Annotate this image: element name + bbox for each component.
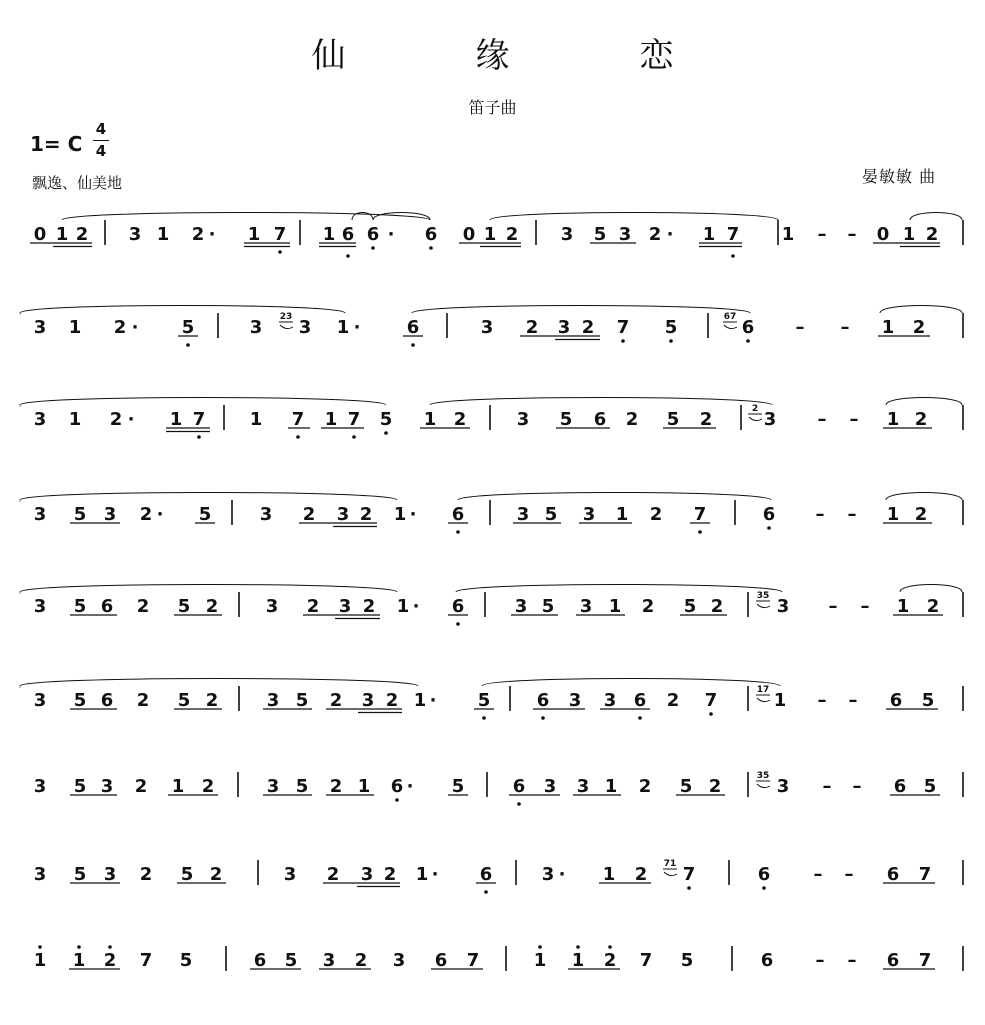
note: 5 [664,317,678,338]
note: 3 [361,690,375,711]
time-denominator: 4 [95,142,107,160]
extension-dash: – [815,950,825,971]
note: 3 [557,317,571,338]
grace-slur [724,325,737,329]
grace-slur [664,872,677,876]
note: 3 [618,224,632,245]
grace-slur [757,604,770,608]
note: 3 [568,690,582,711]
extension-dash: – [813,864,823,885]
note: 6 [479,864,493,885]
note: 3 [33,776,47,797]
low-octave-dot [384,431,388,435]
note: 1 [357,776,371,797]
note: 1 [156,224,170,245]
note: 5 [666,409,680,430]
note: 2 [139,504,153,525]
note: 1 [72,950,86,971]
note: 7 [639,950,653,971]
note: 1 [886,504,900,525]
low-octave-dot [429,246,433,250]
note: 7 [466,950,480,971]
note: 2 [505,224,519,245]
high-octave-dot [538,945,542,949]
grace-slur [280,325,293,329]
note: 1 [602,864,616,885]
augmentation-dot: · [558,864,566,885]
note: 5 [179,950,193,971]
note: 2 [708,776,722,797]
note: 2 [329,690,343,711]
note: 2 [75,224,89,245]
note: 6 [253,950,267,971]
note: 5 [73,596,87,617]
note: 7 [291,409,305,430]
low-octave-dot [186,343,190,347]
note: 5 [477,690,491,711]
note: 6 [100,596,114,617]
slur [910,213,962,221]
extension-dash: – [840,317,850,338]
note: 5 [198,504,212,525]
note: 2 [666,690,680,711]
note: 6 [757,864,771,885]
low-octave-dot [371,246,375,250]
note: 7 [192,409,206,430]
note: 1 [604,776,618,797]
grace-slur [757,784,770,788]
extension-dash: – [848,690,858,711]
note: 7 [693,504,707,525]
low-octave-dot [484,890,488,894]
slur [458,493,771,501]
key-signature: 1= C [30,132,83,156]
note: 6 [451,596,465,617]
note: 3 [33,317,47,338]
low-octave-dot [352,435,356,439]
note: 2 [201,776,215,797]
note: 6 [886,950,900,971]
note: 3 [516,504,530,525]
note: 3 [33,596,47,617]
composer: 晏敏敏 曲 [862,167,937,186]
augmentation-dot: · [131,317,139,338]
subtitle: 笛子曲 [468,98,517,117]
note: 5 [73,690,87,711]
low-octave-dot [767,526,771,530]
note: 2 [113,317,127,338]
note: 2 [136,690,150,711]
note: 5 [180,864,194,885]
note: 3 [33,504,47,525]
high-octave-dot [38,945,42,949]
time-numerator: 4 [95,120,107,138]
augmentation-dot: · [127,409,135,430]
note: 6 [741,317,755,338]
note: 0 [33,224,47,245]
extension-dash: – [817,409,827,430]
note: 3 [266,776,280,797]
augmentation-dot: · [431,864,439,885]
extension-dash: – [860,596,870,617]
extension-dash: – [828,596,838,617]
note: 2 [136,596,150,617]
note: 5 [544,504,558,525]
extension-dash: – [844,864,854,885]
note: 5 [181,317,195,338]
note: 3 [283,864,297,885]
grace-slur [749,417,762,421]
note: 2 [634,864,648,885]
note: 3 [266,690,280,711]
grace-note: 23 [279,312,293,322]
augmentation-dot: · [666,224,674,245]
slur [20,398,386,406]
low-octave-dot [698,530,702,534]
note: 2 [205,690,219,711]
note: 3 [776,596,790,617]
note: 1 [247,224,261,245]
note: 1 [68,317,82,338]
note: 2 [638,776,652,797]
note: 3 [516,409,530,430]
slur [62,213,430,221]
note: 1 [336,317,350,338]
note: 5 [295,690,309,711]
slur [456,585,782,593]
note: 1 [171,776,185,797]
note: 3 [560,224,574,245]
low-octave-dot [731,254,735,258]
note: 1 [608,596,622,617]
grace-note: 71 [663,859,677,869]
slur [886,398,962,406]
slur [412,306,750,314]
low-octave-dot [687,886,691,890]
extension-dash: – [852,776,862,797]
note: 5 [593,224,607,245]
note: 3 [336,504,350,525]
note: 5 [451,776,465,797]
note: 6 [390,776,404,797]
note: 2 [914,504,928,525]
note: 1 [324,409,338,430]
note: 7 [726,224,740,245]
note: 2 [354,950,368,971]
grace-note: 35 [756,771,770,781]
note: 7 [704,690,718,711]
low-octave-dot [709,712,713,716]
augmentation-dot: · [412,596,420,617]
note: 1 [896,596,910,617]
note: 1 [571,950,585,971]
note: 5 [295,776,309,797]
note: 6 [100,690,114,711]
low-octave-dot [482,716,486,720]
note: 2 [525,317,539,338]
high-octave-dot [576,945,580,949]
low-octave-dot [346,254,350,258]
augmentation-dot: · [156,504,164,525]
note: 1 [483,224,497,245]
extension-dash: – [847,224,857,245]
slur [20,585,397,593]
augmentation-dot: · [409,504,417,525]
low-octave-dot [411,343,415,347]
note: 3 [33,864,47,885]
note: 2 [625,409,639,430]
slur [482,679,780,687]
note: 0 [462,224,476,245]
note: 2 [302,504,316,525]
note: 2 [326,864,340,885]
low-octave-dot [278,250,282,254]
note: 5 [379,409,393,430]
note: 6 [593,409,607,430]
note: 6 [633,690,647,711]
note: 1 [881,317,895,338]
note: 6 [406,317,420,338]
slur [20,679,418,687]
note: 1 [322,224,336,245]
note: 3 [100,776,114,797]
note: 5 [683,596,697,617]
note: 3 [579,596,593,617]
note: 6 [512,776,526,797]
note: 2 [926,596,940,617]
extension-dash: – [815,504,825,525]
note: 1 [423,409,437,430]
note: 2 [362,596,376,617]
low-octave-dot [395,798,399,802]
note: 1 [413,690,427,711]
high-octave-dot [608,945,612,949]
note: 1 [33,950,47,971]
note: 7 [273,224,287,245]
note: 3 [298,317,312,338]
note: 3 [322,950,336,971]
slur [900,585,962,593]
note: 6 [536,690,550,711]
note: 7 [139,950,153,971]
slur [20,493,397,501]
note: 6 [434,950,448,971]
note: 3 [33,409,47,430]
note: 5 [541,596,555,617]
grace-note: 2 [751,404,759,414]
note: 2 [648,224,662,245]
note: 3 [128,224,142,245]
note: 1 [615,504,629,525]
augmentation-dot: · [387,224,395,245]
note: 5 [559,409,573,430]
note: 6 [762,504,776,525]
grace-slur [757,698,770,702]
note: 3 [480,317,494,338]
note: 2 [699,409,713,430]
low-octave-dot [197,435,201,439]
note: 3 [543,776,557,797]
note: 7 [918,864,932,885]
note: 2 [581,317,595,338]
augmentation-dot: · [406,776,414,797]
note: 5 [177,690,191,711]
slur [880,306,962,314]
note: 7 [347,409,361,430]
note: 6 [893,776,907,797]
tempo-marking: 飘逸、仙美地 [32,174,123,192]
note: 3 [103,504,117,525]
note: 2 [139,864,153,885]
note: 5 [923,776,937,797]
note: 5 [73,504,87,525]
slur [373,213,430,221]
note: 1 [415,864,429,885]
grace-note: 17 [756,685,770,695]
title: 仙 缘 恋 [311,36,722,76]
note: 2 [205,596,219,617]
augmentation-dot: · [353,317,361,338]
note: 3 [265,596,279,617]
extension-dash: – [849,409,859,430]
extension-dash: – [847,504,857,525]
low-octave-dot [638,716,642,720]
extension-dash: – [822,776,832,797]
note: 5 [921,690,935,711]
slur [20,306,345,314]
note: 2 [103,950,117,971]
note: 2 [306,596,320,617]
note: 2 [641,596,655,617]
low-octave-dot [746,339,750,343]
note: 2 [209,864,223,885]
note: 6 [886,864,900,885]
note: 1 [533,950,547,971]
note: 5 [73,864,87,885]
note: 3 [392,950,406,971]
extension-dash: – [817,224,827,245]
slur [490,213,778,221]
grace-note: 35 [756,591,770,601]
low-octave-dot [762,886,766,890]
high-octave-dot [77,945,81,949]
low-octave-dot [517,802,521,806]
note: 1 [393,504,407,525]
note: 1 [781,224,795,245]
note: 1 [169,409,183,430]
note: 2 [134,776,148,797]
note: 1 [886,409,900,430]
note: 3 [763,409,777,430]
low-octave-dot [541,716,545,720]
extension-dash: – [847,950,857,971]
note: 6 [341,224,355,245]
note: 5 [679,776,693,797]
note: 2 [649,504,663,525]
note: 2 [109,409,123,430]
note: 0 [876,224,890,245]
augmentation-dot: · [429,690,437,711]
high-octave-dot [108,945,112,949]
slur [430,398,772,406]
note: 5 [177,596,191,617]
low-octave-dot [296,435,300,439]
note: 3 [603,690,617,711]
note: 6 [889,690,903,711]
note: 3 [259,504,273,525]
note: 2 [383,864,397,885]
note: 1 [55,224,69,245]
note: 5 [680,950,694,971]
note: 3 [360,864,374,885]
note: 6 [451,504,465,525]
note: 1 [773,690,787,711]
note: 2 [603,950,617,971]
note: 6 [424,224,438,245]
note: 3 [103,864,117,885]
note: 1 [702,224,716,245]
note: 6 [760,950,774,971]
note: 7 [616,317,630,338]
note: 1 [68,409,82,430]
note: 3 [576,776,590,797]
note: 1 [902,224,916,245]
note: 2 [925,224,939,245]
note: 2 [914,409,928,430]
low-octave-dot [669,339,673,343]
note: 3 [541,864,555,885]
note: 2 [191,224,205,245]
note: 3 [776,776,790,797]
note: 6 [366,224,380,245]
low-octave-dot [456,530,460,534]
note: 2 [453,409,467,430]
low-octave-dot [621,339,625,343]
note: 1 [249,409,263,430]
note: 5 [73,776,87,797]
extension-dash: – [795,317,805,338]
note: 3 [338,596,352,617]
note: 3 [249,317,263,338]
grace-note: 67 [723,312,737,322]
note: 3 [33,690,47,711]
note: 2 [329,776,343,797]
note: 2 [710,596,724,617]
augmentation-dot: · [208,224,216,245]
note: 1 [396,596,410,617]
low-octave-dot [456,622,460,626]
note: 7 [918,950,932,971]
extension-dash: – [817,690,827,711]
slur [886,493,962,501]
note: 2 [359,504,373,525]
note: 5 [284,950,298,971]
note: 3 [514,596,528,617]
note: 7 [682,864,696,885]
note: 3 [582,504,596,525]
note: 2 [912,317,926,338]
note: 2 [385,690,399,711]
